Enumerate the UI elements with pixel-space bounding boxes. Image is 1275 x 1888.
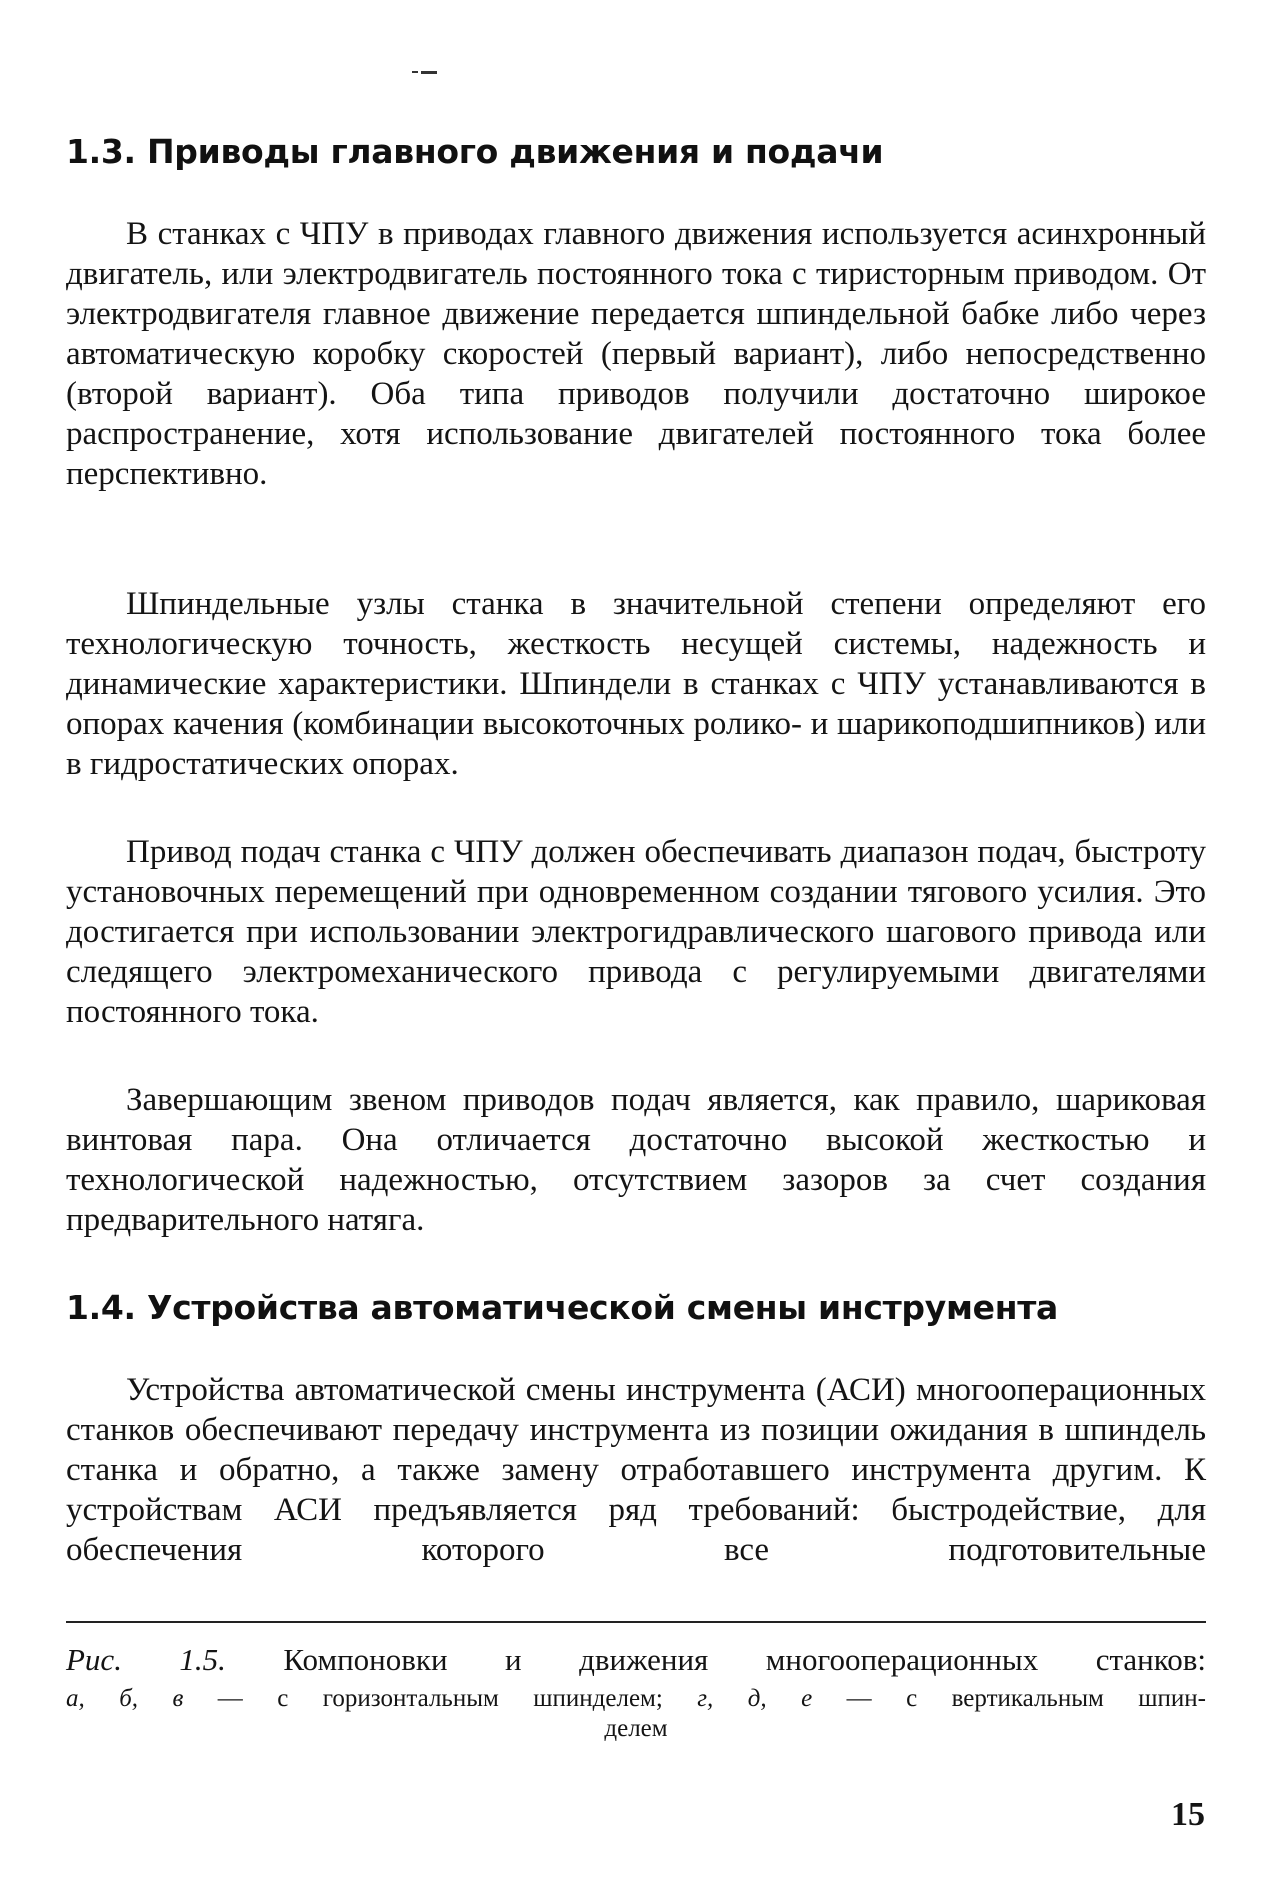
figure-label: Рис. 1.5. — [66, 1642, 226, 1677]
paragraph: Устройства автоматической смены инструмента (АСИ) многооперационных станков обеспечивают передачу инструмента из позиции ожидания в шпиндель станка и обратно, а также замену отработавшего инструмента другим. К устройствам АСИ предъявляется ряд требований: быстродействие, для обеспечения которого все подготовительные — [66, 1372, 1206, 1568]
figure-caption-legend — [66, 1684, 1206, 1744]
paragraph: Шпиндельные узлы станка в значительной степени определяют его технологическую точность, жесткость несущей системы, надежность и динамические характеристики. Шпиндели в станках с ЧПУ устанавливаются в опорах качения (комбинации высокоточных ролико- и шарикоподшипников) или в гидростатических опорах. — [66, 586, 1206, 782]
figure-caption-title — [66, 1641, 1206, 1679]
legend-text-continued: делем — [604, 1715, 668, 1742]
figure-title: Компоновки и движения многооперационных станков: — [283, 1642, 1206, 1677]
legend-letters-vertical: г, д, е — [697, 1685, 813, 1712]
page-number: 15 — [1171, 1796, 1205, 1833]
paragraph: Привод подач станка с ЧПУ должен обеспечивать диапазон подач, быстроту установочных перемещений при одновременном создании тягового усилия. Это достигается при использовании электрогидравлического шагового привода или следящего электромеханического привода с регулируемыми двигателями постоянного тока. — [66, 834, 1206, 1030]
paragraph: Завершающим звеном приводов подач является, как правило, шариковая винтовая пара. Она отличается достаточно высокой жесткостью и технологической надежностью, отсутствием зазоров за счет создания предварительного натяга. — [66, 1082, 1206, 1238]
legend-text-horizontal: — с горизонтальным шпинделем; — [183, 1685, 698, 1712]
paragraph: В станках с ЧПУ в приводах главного движения используется асинхронный двигатель, или электродвигатель постоянного тока с тиристорным приводом. От электродвигателя главное движение передается шпиндельной бабке либо через автоматическую коробку скоростей (первый вариант), либо непосредственно (второй вариант). Оба типа приводов получили достаточно широкое распространение, хотя использование двигателей постоянного тока более перспективно. — [66, 216, 1206, 492]
caption-divider — [66, 1621, 1206, 1623]
section-heading-1-4: 1.4. Устройства автоматической смены инструмента — [66, 1288, 1059, 1327]
ink-speck — [412, 70, 464, 76]
legend-text-vertical: — с вертикальным шпин- — [812, 1685, 1206, 1712]
section-heading-1-3: 1.3. Приводы главного движения и подачи — [66, 132, 884, 171]
legend-letters-horizontal: а, б, в — [66, 1685, 184, 1712]
